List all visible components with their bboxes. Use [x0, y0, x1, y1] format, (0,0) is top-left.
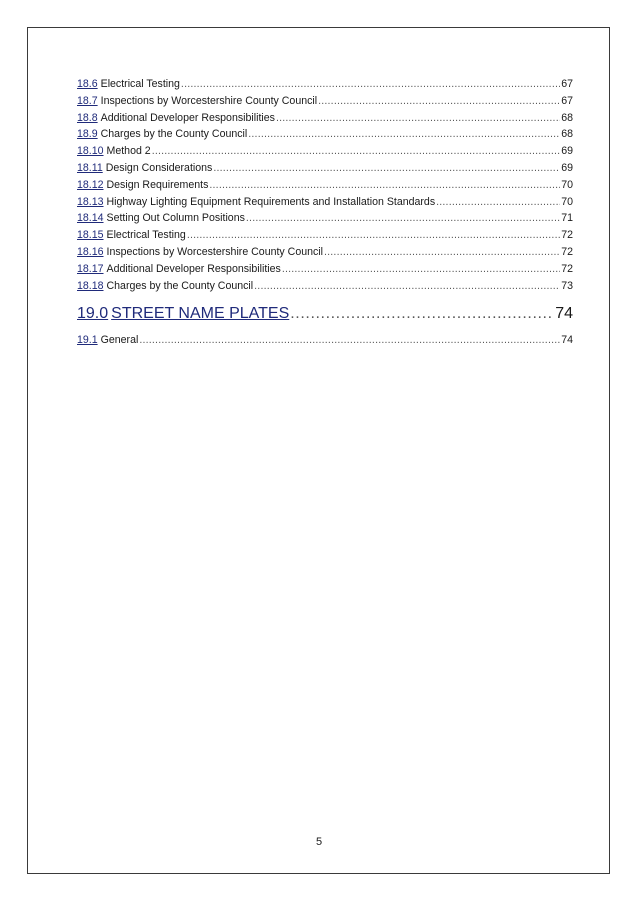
toc-section-page[interactable]: 74 [555, 305, 573, 323]
toc-entry-page[interactable]: 72 [561, 245, 573, 258]
toc-entry-title[interactable]: Additional Developer Responsibilities [106, 262, 281, 275]
toc-entry-page[interactable]: 69 [561, 161, 573, 174]
toc-entry-page[interactable]: 69 [561, 145, 573, 158]
toc-entry-title[interactable]: General [100, 334, 139, 347]
toc-section-heading[interactable] [77, 299, 573, 329]
toc-entry-title[interactable]: Highway Lighting Equipment Requirements and Installation Standards [106, 195, 436, 208]
dot-leader [436, 194, 560, 211]
dot-leader [152, 143, 561, 160]
dot-leader [209, 177, 560, 194]
toc-entry-title[interactable]: Design Considerations [105, 161, 213, 174]
dot-leader [248, 126, 560, 143]
toc-entry-number[interactable]: 18.9 [77, 128, 98, 141]
toc-entry-title[interactable]: Inspections by Worcestershire County Council [106, 245, 323, 258]
toc-entry[interactable] [77, 126, 573, 143]
toc-entry-page[interactable]: 74 [561, 334, 573, 347]
toc-entry-title[interactable]: Additional Developer Responsibilities [100, 111, 275, 124]
toc-entry-page[interactable]: 70 [561, 178, 573, 191]
toc-entry-number[interactable]: 18.10 [77, 145, 104, 158]
toc-entry-number[interactable]: 18.14 [77, 212, 104, 225]
toc-entry-page[interactable]: 71 [561, 212, 573, 225]
toc-entry-page[interactable]: 72 [561, 229, 573, 242]
dot-leader [246, 210, 560, 227]
toc-entry[interactable] [77, 143, 573, 160]
toc-entry[interactable] [77, 110, 573, 127]
toc-entry-number[interactable]: 18.6 [77, 78, 98, 90]
dot-leader [139, 332, 560, 349]
dot-leader [282, 261, 560, 278]
toc-entry-number[interactable]: 18.11 [77, 161, 103, 174]
toc-entry-number[interactable]: 18.13 [77, 195, 104, 208]
table-of-contents [77, 76, 573, 349]
dot-leader [290, 299, 554, 329]
toc-entry-title[interactable]: Method 2 [106, 145, 151, 158]
toc-section-title[interactable]: STREET NAME PLATES [111, 305, 290, 323]
dot-leader [187, 227, 560, 244]
toc-entry-page[interactable]: 70 [561, 195, 573, 208]
toc-entry-title[interactable]: Inspections by Worcestershire County Council [100, 94, 318, 107]
toc-entry-page[interactable]: 68 [561, 111, 573, 124]
dot-leader [254, 278, 560, 295]
toc-entry[interactable] [77, 210, 573, 227]
toc-entry[interactable] [77, 244, 573, 261]
dot-leader [276, 110, 560, 127]
toc-entry-number[interactable]: 18.7 [77, 94, 98, 107]
toc-entry-page[interactable]: 67 [561, 94, 573, 107]
toc-entry[interactable] [77, 177, 573, 194]
toc-entry-page[interactable]: 72 [561, 262, 573, 275]
toc-entry-title[interactable]: Electrical Testing [106, 229, 186, 242]
dot-leader [318, 93, 560, 110]
toc-entry-title[interactable]: Setting Out Column Positions [106, 212, 245, 225]
dot-leader [213, 160, 560, 177]
toc-entry-title[interactable]: Electrical Testing [100, 78, 180, 90]
toc-entry[interactable] [77, 93, 573, 110]
toc-entry-number[interactable]: 18.8 [77, 111, 98, 124]
toc-entry[interactable] [77, 278, 573, 295]
dot-leader [324, 244, 560, 261]
toc-entry-number[interactable]: 19.1 [77, 334, 98, 347]
toc-entry[interactable] [77, 76, 573, 93]
toc-entry[interactable] [77, 227, 573, 244]
toc-entry-page[interactable]: 67 [561, 78, 573, 90]
toc-entry-page[interactable]: 68 [561, 128, 573, 141]
toc-entry-number[interactable]: 18.18 [77, 279, 104, 292]
toc-entry[interactable] [77, 160, 573, 177]
page-number: 5 [315, 836, 323, 848]
dot-leader [181, 76, 560, 93]
toc-entry-number[interactable]: 18.17 [77, 262, 104, 275]
toc-entry[interactable] [77, 194, 573, 211]
toc-entry-title[interactable]: Charges by the County Council [100, 128, 248, 141]
toc-section-number[interactable]: 19.0 [77, 305, 109, 323]
toc-entry-title[interactable]: Charges by the County Council [106, 279, 254, 292]
toc-entry-page[interactable]: 73 [561, 279, 573, 292]
toc-entry-number[interactable]: 18.15 [77, 229, 104, 242]
toc-entry-title[interactable]: Design Requirements [106, 178, 209, 191]
toc-entry-number[interactable]: 18.12 [77, 178, 104, 191]
toc-entry-number[interactable]: 18.16 [77, 245, 104, 258]
toc-entry[interactable] [77, 332, 573, 349]
toc-entry[interactable] [77, 261, 573, 278]
